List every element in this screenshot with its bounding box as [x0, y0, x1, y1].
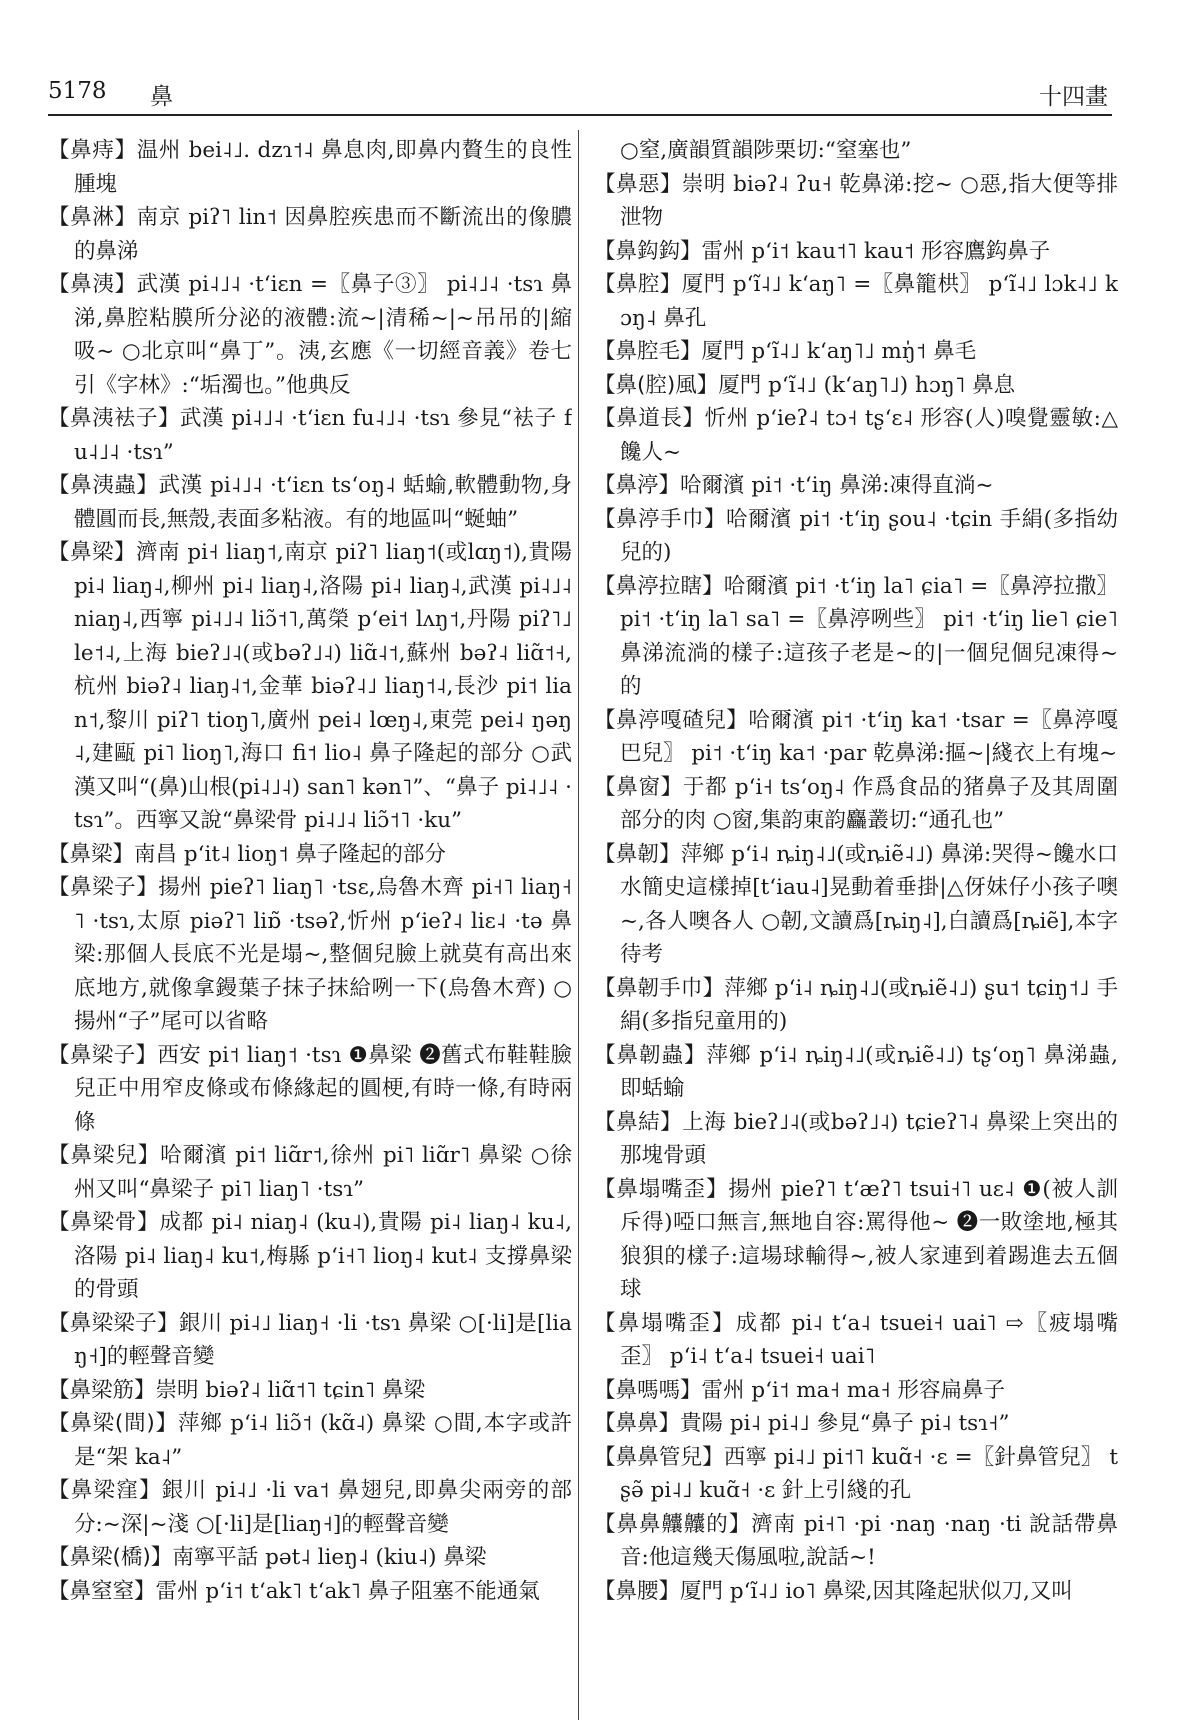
entry-headword: 【鼻窒窒】 [48, 1578, 156, 1604]
entry-definition: 武漢 pi˨˩˨ ·tʻiɛn fu˨˩˨ ·tsɿ 參見“袪子 fu˨˩˨ ·tsɿ” [74, 406, 572, 465]
dictionary-entry [48, 1039, 572, 1140]
entry-definition: 銀川 pi˨˩ ·li va˦ 鼻翅兒,即鼻尖兩旁的部分:~深|~淺 ○[·li]是[liaŋ˧]的輕聲音變 [74, 1478, 572, 1537]
dictionary-entry [594, 1374, 1118, 1408]
entry-definition: 西安 pi˦ liaŋ˦ ·tsɿ ❶鼻梁 ❷舊式布鞋鞋臉兒正中用窄皮條或布條緣起的圓梗,有時一條,有時兩條 [74, 1042, 572, 1135]
dictionary-entry [594, 503, 1118, 570]
entry-definition: 南昌 pʻit˨ lioŋ˦ 鼻子隆起的部分 [134, 841, 446, 867]
page-number: 5178 [48, 78, 107, 104]
entry-definition: 成都 pi˨ tʻa˨ tsuei˧ uai˥ ⇨〖疲塌嘴歪〗 pʻi˨ tʻa˨ tsuei˧ uai˥ [620, 1310, 1118, 1369]
entry-definition: 忻州 pʻieʔ˨ tɔ˧ tʂʻɛ˨ 形容(人)嗅覺靈敏:△饞人~ [620, 406, 1118, 465]
dictionary-entry [594, 1407, 1118, 1441]
entry-headword: 【鼻塌嘴歪】 [594, 1310, 736, 1336]
entry-definition: 崇明 biəʔ˨ ʔu˧ 乾鼻涕:挖~ ○惡,指大便等排泄物 [620, 171, 1118, 230]
entry-definition: 萍鄉 pʻi˨ ȵiŋ˨˩(或ȵiẽ˨˩) ʂu˦ tɕiŋ˦˩ 手絹(多指兒童用的) [620, 975, 1118, 1034]
entry-headword: 【鼻渟手巾】 [594, 506, 726, 532]
entry-definition: 武漢 pi˨˩˨ ·tʻiɛn tsʻoŋ˨ 蛞蝓,軟體動物,身體圓而長,無殼,表面多粘液。有的地區叫“蜒蚰” [74, 473, 572, 532]
entry-headword: 【鼻渟拉瞎】 [594, 573, 724, 599]
dictionary-entry [594, 369, 1118, 403]
entry-headword: 【鼻韌手巾】 [594, 975, 725, 1001]
dictionary-entry [48, 1407, 572, 1474]
entry-definition: 哈爾濱 pi˦ liɑ̃r˦,徐州 pi˥ liɑ̃r˥ 鼻梁 ○徐州又叫“鼻梁子 pi˥ liaŋ˥ ·tsɿ” [74, 1143, 572, 1202]
entry-headword: 【鼻梁骨】 [48, 1210, 160, 1235]
entry-definition: 雷州 pʻi˦ kau˦˥ kau˦ 形容鷹鈎鼻子 [701, 238, 1051, 264]
dictionary-entry [48, 402, 572, 469]
entry-headword: 【鼻梁(橋)】 [48, 1545, 173, 1570]
entry-headword: 【鼻鼻齉齉的】 [594, 1511, 752, 1537]
entry-headword: 【鼻洟袪子】 [48, 406, 181, 431]
dictionary-entry [48, 1307, 572, 1374]
dictionary-entry [594, 268, 1118, 335]
dictionary-entry [48, 134, 572, 201]
entry-definition: 萍鄉 pʻi˨ ȵiŋ˨˩(或ȵiẽ˨˩) 鼻涕:哭得~饞水口水簡史這樣掉[tʻiau˨]晃動着垂掛|△伢妹仔小孩子噢~,各人噢各人 ○韌,文讀爲[ȵiŋ˨],白讀爲[ȵiẽ],本字待考 [620, 841, 1118, 967]
entry-definition: 厦門 pʻĩ˨˩ io˥ 鼻梁,因其隆起狀似刀,又叫 [680, 1578, 1073, 1604]
dictionary-entry [48, 838, 572, 872]
dictionary-entry [48, 1374, 572, 1408]
dictionary-entry [48, 536, 572, 838]
entry-definition: 西寧 pi˨˩ pi˦˥ kuɑ̃˧ ·ɛ =〖針鼻管兒〗 tʂə̃ pi˨˩ kuɑ̃˧ ·ɛ 針上引綫的孔 [620, 1444, 1118, 1503]
entry-headword: 【鼻梁(間)】 [48, 1411, 178, 1436]
dictionary-entry [48, 1474, 572, 1541]
entry-definition: 南寧平話 pət˨ lieŋ˨ (kiu˨) 鼻梁 [172, 1545, 487, 1570]
entry-definition: 哈爾濱 pi˦ ·tʻiŋ ʂou˨ ·tɕin 手絹(多指幼兒的) [620, 506, 1118, 565]
dictionary-entry [594, 469, 1118, 503]
entry-definition: 濟南 pi˧ liaŋ˦,南京 piʔ˥ liaŋ˦(或lɑŋ˦),貴陽 pi˨ liaŋ˨,柳州 pi˨ liaŋ˨,洛陽 pi˨ liaŋ˨,武漢 pi˨˩˨ niaŋ˨,西寧 pi˨˩˨ liɔ̃˦˥,萬榮 pʻei˦ lʌŋ˦,丹陽 piʔ˥˩ le˦˨,上海 bieʔ˩˨(或bəʔ˩˨) liɑ̃˨˦,蘇州 bəʔ˨ liɑ̃˦˧,杭州 biəʔ˨ liaŋ˨˦,金華 biəʔ˨˩ liaŋ˦˨,長沙 pi˦ lian˦,黎川 piʔ˥ tioŋ˥,廣州 pei˨ lœŋ˨,東莞 pei˨ ŋəŋ˨,建甌 pi˥ lioŋ˥,海口 fi˦ lio˨ 鼻子隆起的部分 ○武漢又叫“(鼻)山根(pi˨˩˨) san˥ kən˥”、“鼻子 pi˨˩˨ ·tsɿ”。西寧又說“鼻梁骨 pi˨˩˨ liɔ̃˦˥ ·ku” [74, 540, 572, 833]
dictionary-entry [48, 268, 572, 402]
entry-definition: ○窒,廣韻質韻陟栗切:“窒塞也” [620, 138, 912, 163]
entry-definition: 貴陽 pi˨ pi˨˩ 參見“鼻子 pi˨ tsɿ˧” [680, 1411, 1010, 1436]
entry-definition: 南京 piʔ˥ lin˦ 因鼻腔疾患而不斷流出的像膿的鼻涕 [74, 205, 572, 264]
entry-definition: 濟南 pi˧˥ ·pi ·naŋ ·naŋ ·ti 說話帶鼻音:他這幾天傷風啦,說話~! [620, 1511, 1118, 1570]
entry-headword: 【鼻韌蟲】 [594, 1042, 707, 1068]
entry-definition: 厦門 pʻĩ˨˩ kʻaŋ˥ =〖鼻籠栱〗 pʻĩ˨˩ lɔk˨˩ kɔŋ˨ 鼻孔 [620, 272, 1118, 331]
dictionary-entry [594, 704, 1118, 771]
dictionary-entry [594, 235, 1118, 269]
entry-definition: 温州 bei˨˩. dzɿ˦˨ 鼻息肉,即鼻内贅生的良性腫塊 [74, 138, 572, 197]
entry-headword: 【鼻痔】 [48, 138, 137, 163]
entry-headword: 【鼻窗】 [594, 774, 683, 800]
right-column [594, 134, 1118, 1608]
entry-headword: 【鼻鼻管兒】 [594, 1444, 724, 1470]
entry-definition: 武漢 pi˨˩˨ ·tʻiɛn =〖鼻子③〗 pi˨˩˨ ·tsɿ 鼻涕,鼻腔粘膜所分泌的液體:流~|清稀~|~吊吊的|縮吸~ ○北京叫“鼻丁”。洟,玄應《一切經音義》卷七引《字林》:“垢濁也。”他典反 [74, 272, 572, 398]
dictionary-entry [48, 201, 572, 268]
entry-headword: 【鼻梁子】 [48, 875, 159, 900]
entry-headword: 【鼻梁子】 [48, 1042, 158, 1068]
dictionary-entry [594, 1173, 1118, 1307]
entry-definition: 萍鄉 pʻi˨ ȵiŋ˨˩(或ȵiẽ˨˩) tʂʻoŋ˥ 鼻涕蟲,即蛞蝓 [620, 1042, 1118, 1101]
dictionary-entry [594, 168, 1118, 235]
entry-headword: 【鼻梁】 [48, 841, 135, 867]
dictionary-entry [594, 838, 1118, 972]
entry-headword: 【鼻梁梁子】 [48, 1310, 179, 1336]
entry-headword: 【鼻洟】 [48, 272, 137, 297]
entry-headword: 【鼻梁兒】 [48, 1143, 161, 1168]
entry-definition: 雷州 pʻi˦ ma˧ ma˧ 形容扁鼻子 [701, 1377, 1006, 1403]
entry-headword: 【鼻韌】 [594, 841, 681, 867]
entry-headword: 【鼻(腔)風】 [594, 372, 719, 398]
dictionary-entry [594, 972, 1118, 1039]
page-header [48, 78, 1112, 116]
dictionary-entry [594, 1575, 1118, 1609]
entry-headword: 【鼻洟蟲】 [48, 473, 159, 498]
left-column [48, 134, 572, 1608]
dictionary-entry [48, 1541, 572, 1575]
dictionary-entry [594, 771, 1118, 838]
entry-headword: 【鼻結】 [594, 1109, 683, 1135]
dictionary-entry [48, 1575, 572, 1609]
dictionary-entry [594, 1441, 1118, 1508]
entry-headword: 【鼻嗎嗎】 [594, 1377, 702, 1403]
entry-definition: 揚州 pieʔ˥ tʻæʔ˥ tsui˧˥ uɛ˨ ❶(被人訓斥得)啞口無言,無地自容:罵得他~ ❷一敗塗地,極其狼狽的樣子:這場球輸得~,被人家連到着踢進去五個球 [620, 1176, 1118, 1302]
entry-definition: 成都 pi˨ niaŋ˨ (ku˨),貴陽 pi˨ liaŋ˨ ku˨,洛陽 pi˨ liaŋ˨ ku˦,梅縣 pʻi˧˥ lioŋ˨ kut˨ 支撐鼻梁的骨頭 [74, 1210, 572, 1302]
dictionary-entry [594, 402, 1118, 469]
entry-headword: 【鼻梁】 [48, 540, 137, 565]
dictionary-entry [48, 469, 572, 536]
dictionary-entry [594, 134, 1118, 168]
entry-definition: 銀川 pi˨˩ liaŋ˧ ·li ·tsɿ 鼻梁 ○[·li]是[liaŋ˧]的輕聲音變 [74, 1310, 572, 1369]
stroke-section: 十四畫 [1039, 84, 1108, 110]
dictionary-entry [594, 570, 1118, 704]
entry-definition: 于都 pʻi˧ tsʻoŋ˨ 作爲食品的猪鼻子及其周圍部分的肉 ○窗,集韵東韵麤叢切:“通孔也” [620, 774, 1118, 833]
entry-headword: 【鼻惡】 [594, 171, 682, 197]
entry-definition: 上海 bieʔ˩˨(或bəʔ˩˨) tɕieʔ˥˨ 鼻梁上突出的那塊骨頭 [620, 1109, 1118, 1168]
entry-definition: 萍鄉 pʻi˨ liɔ̃˦ (kɑ̃˨) 鼻梁 ○間,本字或許是“架 ka˨” [74, 1411, 572, 1470]
entry-definition: 哈爾濱 pi˦ ·tʻiŋ la˥ ɕia˥ =〖鼻渟拉撒〗 pi˦ ·tʻiŋ la˥ sa˥ =〖鼻渟咧些〗 pi˦ ·tʻiŋ lie˥ ɕie˥ 鼻涕流淌的樣子:這孩子老是~的|一個兒個兒凍得~的 [620, 573, 1118, 699]
entry-headword: 【鼻鼻】 [594, 1411, 681, 1436]
entry-headword: 【鼻道長】 [594, 406, 705, 431]
dictionary-entry [594, 335, 1118, 369]
entry-headword: 【鼻渟嘎碴兒】 [594, 707, 749, 733]
entry-definition: 哈爾濱 pi˦ ·tʻiŋ 鼻涕:凍得直淌~ [680, 473, 994, 498]
entry-headword: 【鼻鈎鈎】 [594, 238, 702, 264]
dictionary-entry [594, 1039, 1118, 1106]
dictionary-entry [594, 1106, 1118, 1173]
dictionary-entry [48, 1139, 572, 1206]
entry-definition: 厦門 pʻĩ˨˩ (kʻaŋ˥˩) hɔŋ˥ 鼻息 [718, 372, 1016, 398]
dictionary-entry [48, 871, 572, 1039]
entry-definition: 厦門 pʻĩ˨˩ kʻaŋ˥˩ mŋ̍˦ 鼻毛 [701, 339, 977, 364]
dictionary-entry [594, 1307, 1118, 1374]
column-divider [578, 130, 579, 1720]
dictionary-entry [48, 1206, 572, 1307]
dictionary-entry [594, 1508, 1118, 1575]
entry-headword: 【鼻塌嘴歪】 [594, 1176, 729, 1202]
entry-headword: 【鼻腔】 [594, 272, 682, 297]
entry-headword: 【鼻淋】 [48, 205, 137, 230]
entry-definition: 哈爾濱 pi˦ ·tʻiŋ ka˦ ·tsar =〖鼻渟嘎巴兒〗 pi˦ ·tʻiŋ ka˦ ·par 乾鼻涕:摳~|綫衣上有塊~ [620, 707, 1118, 766]
entry-definition: 揚州 pieʔ˥ liaŋ˥ ·tsɛ,烏魯木齊 pi˧˥ liaŋ˧˥ ·tsɿ,太原 piəʔ˥ liɒ̃ ·tsəʔ,忻州 pʻieʔ˨ liɛ˨ ·tə 鼻梁:那個人長底不光是塌~,整個兒臉上就莫有高出來底地方,就像拿鏝葉子抹子抹給咧一下(烏魯木齊) ○揚州“子”尾可以省略 [74, 875, 572, 1034]
entry-definition: 崇明 biəʔ˨ liɑ̃˦˥ tɕin˥ 鼻梁 [155, 1377, 426, 1403]
entry-headword: 【鼻梁窪】 [48, 1478, 162, 1503]
entry-headword: 【鼻腰】 [594, 1578, 681, 1604]
header-character: 鼻 [150, 84, 173, 110]
entry-definition: 雷州 pʻi˦ tʻak˥ tʻak˥ 鼻子阻塞不能通氣 [155, 1578, 540, 1604]
entry-headword: 【鼻梁筋】 [48, 1377, 156, 1403]
entry-headword: 【鼻渟】 [594, 473, 681, 498]
entry-headword: 【鼻腔毛】 [594, 339, 702, 364]
